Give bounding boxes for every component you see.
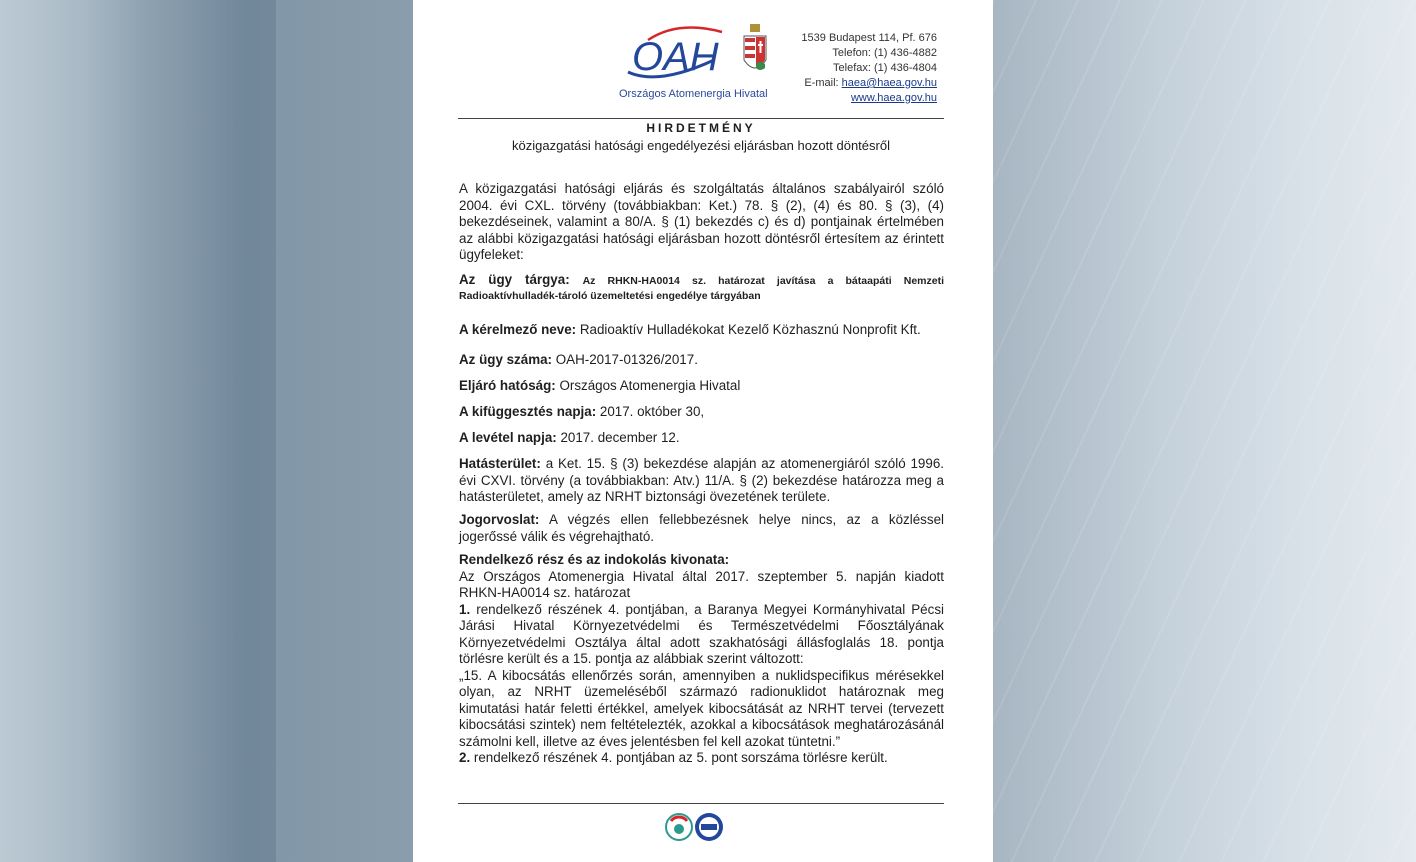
document-title: HIRDETMÉNY — [646, 121, 756, 135]
posting-date-value: 2017. október 30, — [596, 404, 705, 419]
phone: Telefon: (1) 436-4882 — [832, 47, 937, 59]
contact-block — [801, 31, 937, 106]
remedy-label: Jogorvoslat: — [459, 512, 540, 527]
background-right — [993, 0, 1416, 862]
background-left — [0, 0, 413, 862]
svg-text:OAH: OAH — [632, 35, 719, 79]
point2-text: rendelkező részének 4. pontjában az 5. pont sorszáma törlésre került. — [470, 750, 888, 765]
authority-value: Országos Atomenergia Hivatal — [555, 378, 741, 393]
quote-text: „15. A kibocsátás ellenőrzés során, amennyiben a nuklidspecifikus mérésekkel olyan, az NRHT üzemeléséből származó radionuklidot határoznak meg kimutatási határ feletti értékkel, amelyek kibocsátását az NRHT tervei (tervezett kibocsátási szintek) nem feltételezték, azokkal a kibocsátások meghatározásánál számolni kell, illetve az éves jelentésben fel kell azokat tüntetni.” — [459, 667, 944, 749]
email-link[interactable]: haea@haea.gov.hu — [841, 77, 937, 89]
subject-paragraph: Az ügy tárgya: Az RHKN-HA0014 sz. határozat javítása a bátaapáti Nemzeti Radioaktívhulladék-tároló üzemeltetési engedélye tárgyában — [459, 272, 944, 302]
case-number-value: OAH-2017-01326/2017. — [552, 352, 698, 367]
posting-date-label: A kifüggesztés napja: — [459, 404, 597, 419]
summary-intro: Az Országos Atomenergia Hivatal által 2017. szeptember 5. napján kiadott RHKN-HA0014 sz. határozat — [459, 568, 944, 600]
subject-value: Az RHKN-HA0014 sz. határozat javítása a bátaapáti Nemzeti Radioaktívhulladék-tároló üzemeltetési engedélye tárgyában — [459, 275, 944, 302]
header-divider — [458, 118, 944, 119]
document-subtitle: közigazgatási hatósági engedélyezési eljárásban hozott döntésről — [512, 138, 890, 153]
remedy-paragraph — [459, 512, 944, 545]
scope-paragraph — [459, 456, 944, 506]
website-link[interactable]: www.haea.gov.hu — [850, 92, 937, 104]
coat-of-arms-icon — [741, 24, 769, 82]
point2-number: 2. — [459, 750, 471, 765]
applicant-label: A kérelmező neve: — [459, 322, 577, 337]
removal-date-label: A levétel napja: — [459, 430, 557, 445]
subject-label: Az ügy tárgya — [459, 272, 566, 287]
removal-date-line — [459, 430, 944, 447]
scope-label: Hatásterület: — [459, 456, 541, 471]
email-label: E-mail: — [804, 77, 842, 89]
removal-date-value: 2017. december 12. — [556, 430, 680, 445]
iqnet-cert-icon — [695, 813, 723, 841]
posting-date-line — [459, 404, 944, 421]
point1-text: rendelkező részének 4. pontjában, a Baranya Megyei Kormányhivatal Pécsi Járási Hivatal Környezetvédelmi és Természetvédelmi Főosztályának Környezetvédelmi Osztálya által adott szakhatósági állásfoglalás 18. pontja törlésre került és a 15. pontja az alábbiak szerint változott: — [459, 601, 944, 666]
authority-label: Eljáró hatóság: — [459, 378, 556, 393]
fax: Telefax: (1) 436-4804 — [833, 62, 937, 74]
address: 1539 Budapest 114, Pf. 676 — [801, 32, 937, 44]
intro-paragraph: A közigazgatási hatósági eljárás és szolgáltatás általános szabályairól szóló 2004. évi CXL. törvény (továbbiakban: Ket.) 78. § (2), (4) és 80. § (3), (4) bekezdéseinek, valamint a 80/A. § (1) bekezdés c) és d) pontjainak értelmében az alábbi közigazgatási hatósági eljárásban hozott döntésről értesítem az érintett ügyfeleket: — [459, 181, 944, 262]
authority-line — [459, 378, 944, 395]
summary-section — [459, 552, 944, 767]
case-number-line — [459, 352, 944, 369]
footer-divider — [458, 803, 944, 804]
org-name: Országos Atomenergia Hivatal — [619, 88, 768, 100]
case-number-label: Az ügy száma: — [459, 352, 553, 367]
remedy-value: A végzés ellen fellebbezésnek helye nincs, az a közléssel jogerőssé válik és végrehajtható. — [459, 512, 944, 544]
applicant-line — [459, 322, 944, 339]
email-line — [801, 76, 937, 91]
summary-heading: Rendelkező rész és az indokolás kivonata: — [459, 552, 730, 567]
point1-number: 1. — [459, 601, 471, 617]
applicant-value: Radioaktív Hulladékokat Kezelő Közhasznú Nonprofit Kft. — [576, 322, 921, 337]
scope-value: a Ket. 15. § (3) bekezdése alapján az atomenergiáról szóló 1996. évi CXVI. törvény (a továbbiakban: Atv.) 11/A. § (2) bekezdése határozza meg a hatásterületet, amely az NRHT biztonsági övezetének területe. — [459, 456, 944, 504]
quality-cert-icon — [666, 814, 692, 840]
certification-logos — [665, 812, 727, 846]
document-page — [413, 0, 993, 862]
